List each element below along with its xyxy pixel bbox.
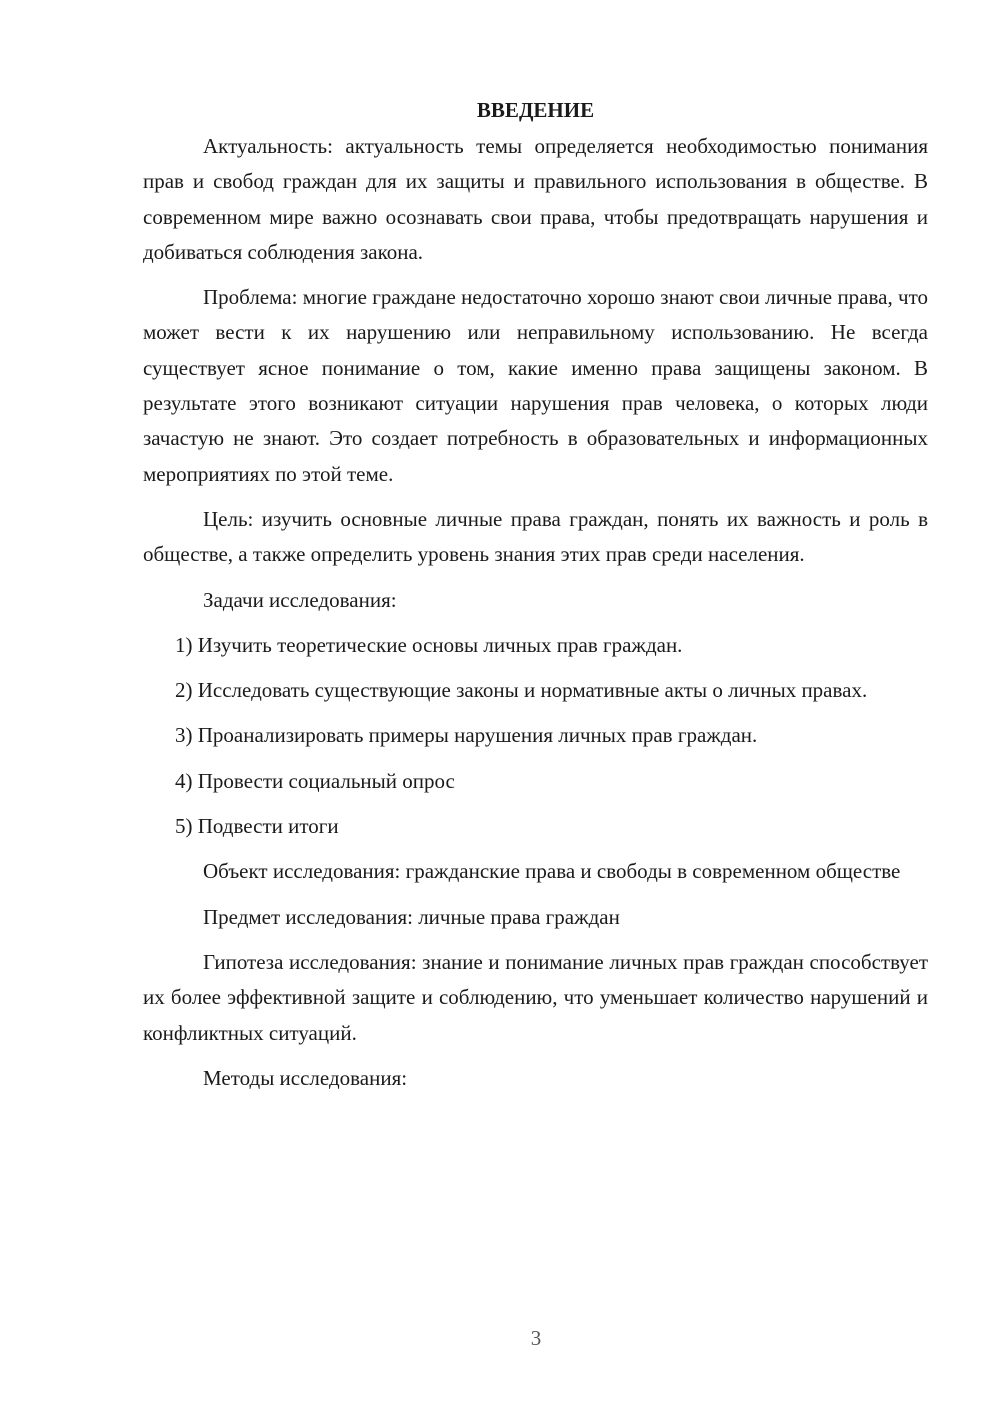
paragraph-relevance: Актуальность: актуальность темы определяется необходимостью понимания прав и свобод граждан для их защиты и правильного использования в обществе. В современном мире важно осознавать свои права, чтобы предотвращать нарушения и добиваться соблюдения закона. xyxy=(143,134,928,264)
paragraph-object: Объект исследования: гражданские права и свободы в современном обществе xyxy=(203,859,901,884)
section-heading: ВВЕДЕНИЕ xyxy=(476,98,595,122)
paragraph-hypothesis: Гипотеза исследования: знание и понимание личных прав граждан способствует их более эффективной защите и соблюдению, что уменьшает количество нарушений и конфликтных ситуаций. xyxy=(143,949,928,1045)
page-number: 3 xyxy=(530,1326,542,1350)
paragraph-goal: Цель: изучить основные личные права граждан, понять их важность и роль в обществе, а также определить уровень знания этих прав среди населения. xyxy=(143,506,928,567)
task-item-2: 2) Исследовать существующие законы и нормативные акты о личных правах. xyxy=(175,678,868,703)
task-item-5: 5) Подвести итоги xyxy=(175,814,339,839)
task-item-4: 4) Провести социальный опрос xyxy=(175,768,455,793)
tasks-heading: Задачи исследования: xyxy=(203,587,397,612)
page-content xyxy=(143,93,928,1096)
paragraph-methods: Методы исследования: xyxy=(203,1065,408,1090)
paragraph-subject: Предмет исследования: личные права граждан xyxy=(203,904,620,929)
task-item-3: 3) Проанализировать примеры нарушения личных прав граждан. xyxy=(175,723,758,748)
task-item-1: 1) Изучить теоретические основы личных прав граждан. xyxy=(175,632,683,657)
paragraph-problem: Проблема: многие граждане недостаточно хорошо знают свои личные права, что может вести к их нарушению или неправильному использованию. Не всегда существует ясное понимание о том, какие именно права защищены законом. В результате этого возникают ситуации нарушения прав человека, о которых люди зачастую не знают. Это создает потребность в образовательных и информационных мероприятиях по этой теме. xyxy=(143,285,928,486)
